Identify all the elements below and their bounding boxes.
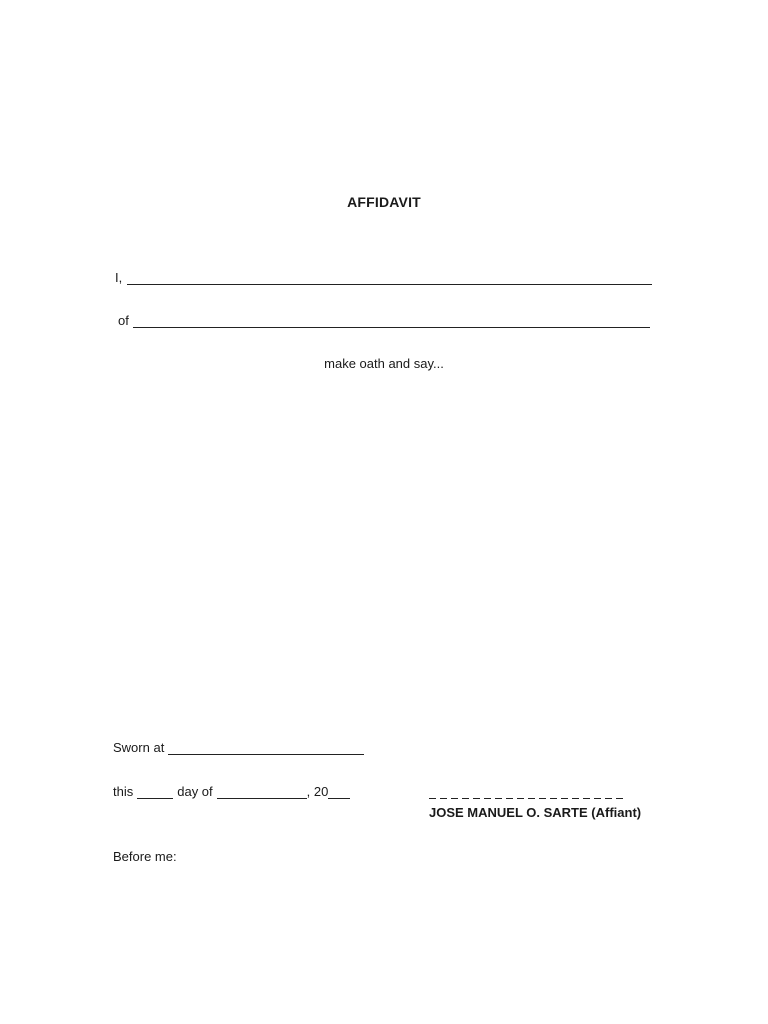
year-blank — [328, 786, 350, 799]
sworn-at-line — [113, 740, 364, 755]
day-prefix: this — [113, 784, 134, 799]
page-title: AFFIDAVIT — [347, 194, 421, 210]
deponent-name-line — [115, 270, 652, 285]
affiant-name: JOSE MANUEL O. SARTE (Affiant) — [429, 805, 642, 820]
affiant-signature-line — [429, 787, 623, 799]
address-prefix: of — [118, 313, 129, 328]
deponent-name-blank — [127, 272, 652, 285]
before-me-label: Before me: — [113, 849, 177, 864]
month-blank — [217, 786, 307, 799]
deponent-prefix: I, — [115, 270, 123, 285]
year-prefix: , 20 — [306, 784, 329, 799]
deponent-address-blank — [133, 315, 650, 328]
sworn-at-blank — [168, 742, 364, 755]
day-blank — [137, 786, 173, 799]
deponent-address-line — [118, 313, 650, 328]
day-of-label: day of — [177, 784, 213, 799]
oath-statement: make oath and say... — [324, 356, 444, 371]
sworn-at-label: Sworn at — [113, 740, 165, 755]
date-line — [113, 784, 350, 799]
